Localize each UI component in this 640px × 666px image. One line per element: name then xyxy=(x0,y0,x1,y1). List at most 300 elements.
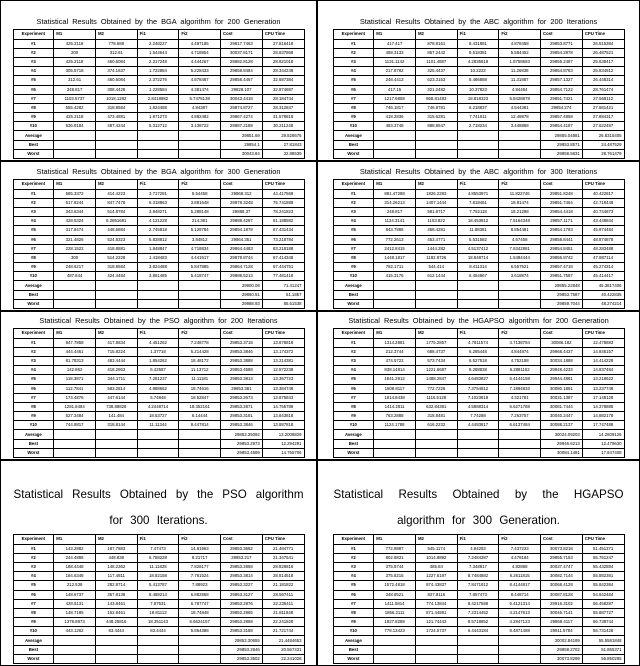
table-cell: 27.884317 xyxy=(582,113,624,122)
summary-cpu-time: 22.241028 xyxy=(262,654,304,663)
table-cell: 18.818323 xyxy=(457,94,499,103)
table-cell: 5.847885 xyxy=(179,263,221,272)
table-cell: 6.527518 xyxy=(457,356,499,365)
table-cell: 29853.3846 xyxy=(221,421,263,430)
table-cell: #10 xyxy=(13,421,54,430)
table-cell: #4 xyxy=(13,572,54,581)
table-cell: #10 xyxy=(13,627,54,636)
empty-cell xyxy=(54,149,96,158)
table-cell: 17.148128 xyxy=(582,393,624,402)
table-cell: 29851.7421 xyxy=(541,94,583,103)
summary-label: Best xyxy=(333,290,374,299)
summary-label: Worst xyxy=(333,149,374,158)
table-cell: #1 xyxy=(13,338,54,347)
table-cell: 73.218784 xyxy=(262,235,304,244)
table-cell: 29894.1878 xyxy=(221,226,263,235)
table-cell: 4.544381 xyxy=(499,103,541,112)
header-row xyxy=(333,535,624,544)
summary-cost: 29853.3602 xyxy=(221,654,263,663)
summary-label: Best xyxy=(333,439,374,448)
column-header: CPU Time xyxy=(582,30,624,39)
table-cell: #6 xyxy=(333,85,374,94)
empty-cell xyxy=(415,439,457,448)
column-header: M2 xyxy=(95,30,137,39)
table-cell: #1 xyxy=(333,544,374,553)
table-row xyxy=(13,599,304,608)
summary-row xyxy=(13,281,304,290)
summary-label: Worst xyxy=(333,448,374,457)
table-cell: #8 xyxy=(13,402,54,411)
empty-cell xyxy=(54,448,96,457)
table-cell: 616.2232 xyxy=(415,421,457,430)
table-cell: 55.731428 xyxy=(582,627,624,636)
table-cell: 1.228584 xyxy=(137,85,179,94)
table-title: Statistical Results Obtained by the HGAPSO algorithm for 300 Generation. xyxy=(333,488,624,528)
table-cell: 30082.7144 xyxy=(541,572,583,581)
table-cell: 1116.5128 xyxy=(415,393,457,402)
table-row xyxy=(333,608,624,617)
table-row xyxy=(13,263,304,272)
table-cell: 4.84283 xyxy=(457,544,499,553)
table-cell: #8 xyxy=(13,608,54,617)
table-cell: 148.6737 xyxy=(54,590,96,599)
empty-cell xyxy=(95,654,137,663)
table-cell: 4.7138784 xyxy=(499,338,541,347)
table-cell: 428.5324 xyxy=(54,217,96,226)
table-cell: 1414.2811 xyxy=(374,402,416,411)
table-cell: 4.2147613 xyxy=(499,608,541,617)
table-cell: #5 xyxy=(13,76,54,85)
table-cell: #1 xyxy=(13,189,54,198)
summary-label: Average xyxy=(333,281,374,290)
table-cell: 11.88381 xyxy=(457,226,499,235)
empty-cell xyxy=(54,299,96,308)
table-row xyxy=(333,67,624,76)
summary-row xyxy=(13,448,304,457)
table-cell: 7.437233 xyxy=(499,544,541,553)
empty-cell xyxy=(95,149,137,158)
summary-cpu-time: 61.1857 xyxy=(262,290,304,299)
empty-cell xyxy=(499,439,541,448)
empty-cell xyxy=(415,430,457,439)
empty-cell xyxy=(457,645,499,654)
summary-cpu-time: 17.847408 xyxy=(582,448,624,457)
table-cell: 5.413787 xyxy=(137,581,179,590)
summary-row xyxy=(333,281,624,290)
table-row xyxy=(13,393,304,402)
table-cell: 7.2314452 xyxy=(457,608,499,617)
table-cell: 28.814518 xyxy=(262,572,304,581)
table-cell: 14.414228 xyxy=(582,356,624,365)
table-cell: #7 xyxy=(13,393,54,402)
table-cell: 3.881648 xyxy=(179,198,221,207)
summary-row xyxy=(333,439,624,448)
table-cell: 28.828816 xyxy=(262,562,304,571)
table-cell: 6.758228 xyxy=(137,553,179,562)
summary-cost: 29900.08 xyxy=(221,281,263,290)
table-cell: 184.6348 xyxy=(54,572,96,581)
table-cell: 17.747488 xyxy=(582,421,624,430)
header-row xyxy=(13,30,304,39)
table-cell: 1217.6858 xyxy=(374,94,416,103)
summary-label: Best xyxy=(13,439,54,448)
table-cell: 632.84381 xyxy=(415,402,457,411)
table-cell: 6.42587 xyxy=(137,366,179,375)
table-cell: 1814.8438 xyxy=(374,393,416,402)
table-cell: 112.7841 xyxy=(54,384,96,393)
empty-cell xyxy=(137,636,179,645)
table-title: Statistical Results Obtained by the PSO algorithm for 200 Iterations xyxy=(39,316,278,326)
column-header: M2 xyxy=(415,535,457,544)
table-cell: 4.441517 xyxy=(179,253,221,262)
table-cell: 18.48172 xyxy=(179,356,221,365)
empty-cell xyxy=(137,430,179,439)
table-cell: #4 xyxy=(13,67,54,76)
summary-label: Worst xyxy=(13,299,54,308)
table-row xyxy=(333,421,624,430)
summary-row xyxy=(13,439,304,448)
table-cell: 30.211248 xyxy=(262,122,304,131)
table-cell: 7.1884833 xyxy=(499,384,541,393)
column-header: Fi1 xyxy=(137,180,179,189)
table-cell: #9 xyxy=(13,263,54,272)
table-cell: 29888.5213 xyxy=(221,272,263,281)
table-cell: #8 xyxy=(13,253,54,262)
empty-cell xyxy=(54,645,96,654)
table-row xyxy=(13,581,304,590)
empty-cell xyxy=(137,645,179,654)
column-header: Experiment xyxy=(333,180,374,189)
table-cell: 18.848714 xyxy=(457,253,499,262)
table-cell: 6.318863 xyxy=(137,198,179,207)
table-cell: 7.348817 xyxy=(457,562,499,571)
table-cell: 7.248778 xyxy=(179,338,221,347)
table-cell: 6.882858 xyxy=(179,590,221,599)
table-cell: 212.538 xyxy=(54,581,96,590)
summary-row xyxy=(13,140,304,149)
summary-cost: 29853.8571 xyxy=(541,140,583,149)
summary-cpu-time: 14.2609126 xyxy=(582,430,624,439)
table-cell: 28.761474 xyxy=(582,85,624,94)
table-cell: 26.515384 xyxy=(582,39,624,48)
table-cell: 143.8461 xyxy=(95,599,137,608)
table-cell: 4.718854 xyxy=(179,48,221,57)
empty-cell xyxy=(137,140,179,149)
table-cell: 4.487185 xyxy=(179,39,221,48)
summary-row xyxy=(333,149,624,158)
table-cell: 3.448858 xyxy=(499,122,541,131)
table-cell: 29854.274 xyxy=(541,103,583,112)
table-row xyxy=(333,39,624,48)
table-cell: 536.8184 xyxy=(54,122,96,131)
table-row xyxy=(13,562,304,571)
table-cell: #2 xyxy=(333,48,374,57)
table-title: Statistical Results Obtained by the BGA algorithm for 300 Generation xyxy=(36,167,281,177)
table-cell: 117.4811 xyxy=(95,572,137,581)
empty-cell xyxy=(374,636,416,645)
table-row xyxy=(333,627,624,636)
empty-cell xyxy=(415,131,457,140)
table-cell: 6.6624157 xyxy=(179,618,221,627)
table-cell: 29864.351 xyxy=(221,235,263,244)
table-cell: #9 xyxy=(13,618,54,627)
results-panel xyxy=(0,460,317,666)
empty-cell xyxy=(137,448,179,457)
summary-cpu-time: 20.567431 xyxy=(262,645,304,654)
table-cell: 318.8481 xyxy=(415,412,457,421)
empty-cell xyxy=(415,140,457,149)
table-cell: 13.214381 xyxy=(262,356,304,365)
table-row xyxy=(13,253,304,262)
column-header: CPU Time xyxy=(262,30,304,39)
table-row xyxy=(13,235,304,244)
table-cell: 3.618874 xyxy=(499,272,541,281)
column-header: Cost xyxy=(221,535,263,544)
summary-row xyxy=(13,299,304,308)
results-table xyxy=(13,179,305,309)
table-cell: 14.882178 xyxy=(582,412,624,421)
table-cell: 318.8584 xyxy=(95,263,137,272)
table-cell: 1407.1444 xyxy=(415,198,457,207)
empty-cell xyxy=(54,654,96,663)
table-row xyxy=(333,366,624,375)
table-cell: 514.8784 xyxy=(95,207,137,216)
table-cell: 32.687384 xyxy=(262,76,304,85)
table-cell: 7.3754812 xyxy=(457,384,499,393)
table-cell: 7.761524 xyxy=(179,572,221,581)
table-cell: 6.4121314 xyxy=(499,599,541,608)
empty-cell xyxy=(457,439,499,448)
table-title: Statistical Results Obtained by the HGAPSO algorithm for 200 Generation xyxy=(348,316,609,326)
summary-cpu-time: 24.487529 xyxy=(582,140,624,149)
table-cell: 874.43837 xyxy=(415,581,457,590)
column-header: Fi1 xyxy=(137,30,179,39)
empty-cell xyxy=(54,140,96,149)
table-cell: 774.13844 xyxy=(415,599,457,608)
summary-cost: 30084.1481 xyxy=(541,448,583,457)
table-cell: 29948.4233 xyxy=(541,366,583,375)
table-cell: 29854.8451 xyxy=(541,244,583,253)
table-cell: 18.21288 xyxy=(499,207,541,216)
table-row xyxy=(333,338,624,347)
table-row xyxy=(13,57,304,66)
empty-cell xyxy=(415,290,457,299)
table-cell: 325.4437 xyxy=(415,67,457,76)
table-cell: 1411.5814 xyxy=(374,599,416,608)
table-row xyxy=(333,581,624,590)
empty-cell xyxy=(374,149,416,158)
table-cell: #5 xyxy=(13,226,54,235)
header-row xyxy=(13,329,304,338)
empty-cell xyxy=(179,448,221,457)
results-table xyxy=(13,328,305,458)
table-cell: 29853.217 xyxy=(221,553,263,562)
table-cell: 2.248227 xyxy=(137,39,179,48)
table-cell: 21.181822 xyxy=(262,581,304,590)
empty-cell xyxy=(95,299,137,308)
table-cell: 3.717281 xyxy=(137,189,179,198)
results-table xyxy=(333,179,625,309)
table-cell: 8.288838 xyxy=(457,366,499,375)
column-header: Experiment xyxy=(333,329,374,338)
table-cell: 7.5164348 xyxy=(499,217,541,226)
table-cell: 45.414417 xyxy=(582,272,624,281)
column-header: Cost xyxy=(541,535,583,544)
table-row xyxy=(333,347,624,356)
column-header: Fi2 xyxy=(179,535,221,544)
summary-cost: 29853.2846 xyxy=(221,645,263,654)
table-cell: 6.557521 xyxy=(499,263,541,272)
table-cell: 746.1817 xyxy=(374,103,416,112)
summary-row xyxy=(333,636,624,645)
table-cell: #8 xyxy=(333,103,374,112)
empty-cell xyxy=(179,290,221,299)
summary-cost: 29946.6213 xyxy=(541,439,583,448)
summary-cpu-time: 28.761479 xyxy=(582,149,624,158)
table-cell: 517.8244 xyxy=(54,198,96,207)
table-cell: 22.235411 xyxy=(262,599,304,608)
table-cell: 583.2814 xyxy=(95,384,137,393)
table-cell: 4.844874 xyxy=(499,347,541,356)
summary-label: Best xyxy=(13,140,54,149)
table-cell: 483.4444 xyxy=(95,356,137,365)
table-cell: 1018.1282 xyxy=(95,94,137,103)
empty-cell xyxy=(374,299,416,308)
table-cell: #6 xyxy=(333,235,374,244)
summary-cpu-time: 55.5581848 xyxy=(582,636,624,645)
table-cell: 29817.7463 xyxy=(221,39,263,48)
table-cell: 13.237748 xyxy=(582,384,624,393)
table-row xyxy=(333,572,624,581)
results-panel xyxy=(0,0,317,161)
table-row xyxy=(13,198,304,207)
table-row xyxy=(333,402,624,411)
table-cell: 6.4144158 xyxy=(499,375,541,384)
table-row xyxy=(333,198,624,207)
empty-cell xyxy=(95,140,137,149)
table-cell: 778.688 xyxy=(95,39,137,48)
table-cell: #5 xyxy=(333,581,374,590)
table-cell: 29864.4483 xyxy=(221,244,263,253)
table-cell: 11.822746 xyxy=(499,189,541,198)
table-cell: 228.1522 xyxy=(54,244,96,253)
table-row xyxy=(13,553,304,562)
empty-cell xyxy=(179,439,221,448)
table-cell: #7 xyxy=(333,244,374,253)
table-row xyxy=(13,189,304,198)
table-cell: 13.218622 xyxy=(582,375,624,384)
table-cell: 55.882381 xyxy=(582,572,624,581)
table-cell: 29858.4467 xyxy=(221,76,263,85)
table-cell: #1 xyxy=(333,189,374,198)
empty-cell xyxy=(499,281,541,290)
table-row xyxy=(13,412,304,421)
table-cell: 4.2847123 xyxy=(499,618,541,627)
empty-cell xyxy=(457,140,499,149)
table-cell: #10 xyxy=(13,272,54,281)
summary-cost: 29854.1 xyxy=(221,140,263,149)
empty-cell xyxy=(374,131,416,140)
empty-cell xyxy=(457,299,499,308)
table-cell: 29853.2865 xyxy=(221,608,263,617)
table-cell: 1281.8484 xyxy=(54,402,96,411)
table-cell: 447.6144 xyxy=(95,393,137,402)
table-cell: 7.74288 xyxy=(457,412,499,421)
table-cell: 1775.2857 xyxy=(415,338,457,347)
table-cell: 4.444267 xyxy=(179,57,221,66)
table-cell: 1826.2283 xyxy=(415,189,457,198)
table-cell: 738.88828 xyxy=(95,402,137,411)
empty-cell xyxy=(54,131,96,140)
table-cell: 29854.1783 xyxy=(541,226,583,235)
table-cell: 6.6271788 xyxy=(499,402,541,411)
table-cell: 83.4444 xyxy=(95,627,137,636)
table-cell: 29882.8128 xyxy=(221,57,263,66)
empty-cell xyxy=(179,281,221,290)
table-cell: 18.82158 xyxy=(137,572,179,581)
empty-cell xyxy=(137,654,179,663)
table-cell: 29858.8441 xyxy=(541,235,583,244)
table-row xyxy=(13,402,304,411)
table-cell: 7.2484387 xyxy=(457,553,499,562)
table-row xyxy=(333,393,624,402)
summary-label: Worst xyxy=(13,149,54,158)
summary-row xyxy=(333,140,624,149)
table-cell: 1856.2111 xyxy=(374,608,416,617)
table-cell: 28.312847 xyxy=(262,103,304,112)
table-cell: 10.37823 xyxy=(457,85,499,94)
table-cell: #8 xyxy=(333,402,374,411)
table-cell: #9 xyxy=(333,113,374,122)
table-cell: 763.2888 xyxy=(374,412,416,421)
table-row xyxy=(13,113,304,122)
table-cell: 483.3748 xyxy=(374,122,416,131)
table-cell: 29855.2487 xyxy=(541,57,583,66)
table-cell: 22.241828 xyxy=(262,618,304,627)
empty-cell xyxy=(137,149,179,158)
table-cell: 857.2442 xyxy=(415,48,457,57)
table-cell: 7.818461 xyxy=(457,198,499,207)
table-cell: 13.875843 xyxy=(262,393,304,402)
table-cell: 318.8144 xyxy=(95,421,137,430)
empty-cell xyxy=(499,290,541,299)
table-cell: 7.47473 xyxy=(137,544,179,553)
table-cell: 1014.8892 xyxy=(415,553,457,562)
table-cell: 83.218188 xyxy=(262,244,304,253)
table-cell: 29944.4881 xyxy=(541,375,583,384)
table-cell: 4.2448714 xyxy=(137,402,179,411)
table-cell: 746.8781 xyxy=(415,103,457,112)
table-cell: 14.378888 xyxy=(582,402,624,411)
table-cell: #4 xyxy=(333,572,374,581)
table-row xyxy=(333,94,624,103)
table-row xyxy=(333,412,624,421)
table-cell: 312.61 xyxy=(95,48,137,57)
table-cell: 30034.1888 xyxy=(541,356,583,365)
empty-cell xyxy=(499,645,541,654)
table-cell: 29968.4437 xyxy=(541,347,583,356)
table-cell: 143.2882 xyxy=(54,544,96,553)
table-cell: 448.25816 xyxy=(95,618,137,627)
table-cell: 214.381 xyxy=(179,217,221,226)
table-cell: 425.2118 xyxy=(54,113,96,122)
table-cell: #6 xyxy=(13,235,54,244)
table-cell: 14.846157 xyxy=(582,347,624,356)
empty-cell xyxy=(457,448,499,457)
table-cell: 30043.4418 xyxy=(221,94,263,103)
table-cell: 29858.8484 xyxy=(221,67,263,76)
empty-cell xyxy=(54,439,96,448)
